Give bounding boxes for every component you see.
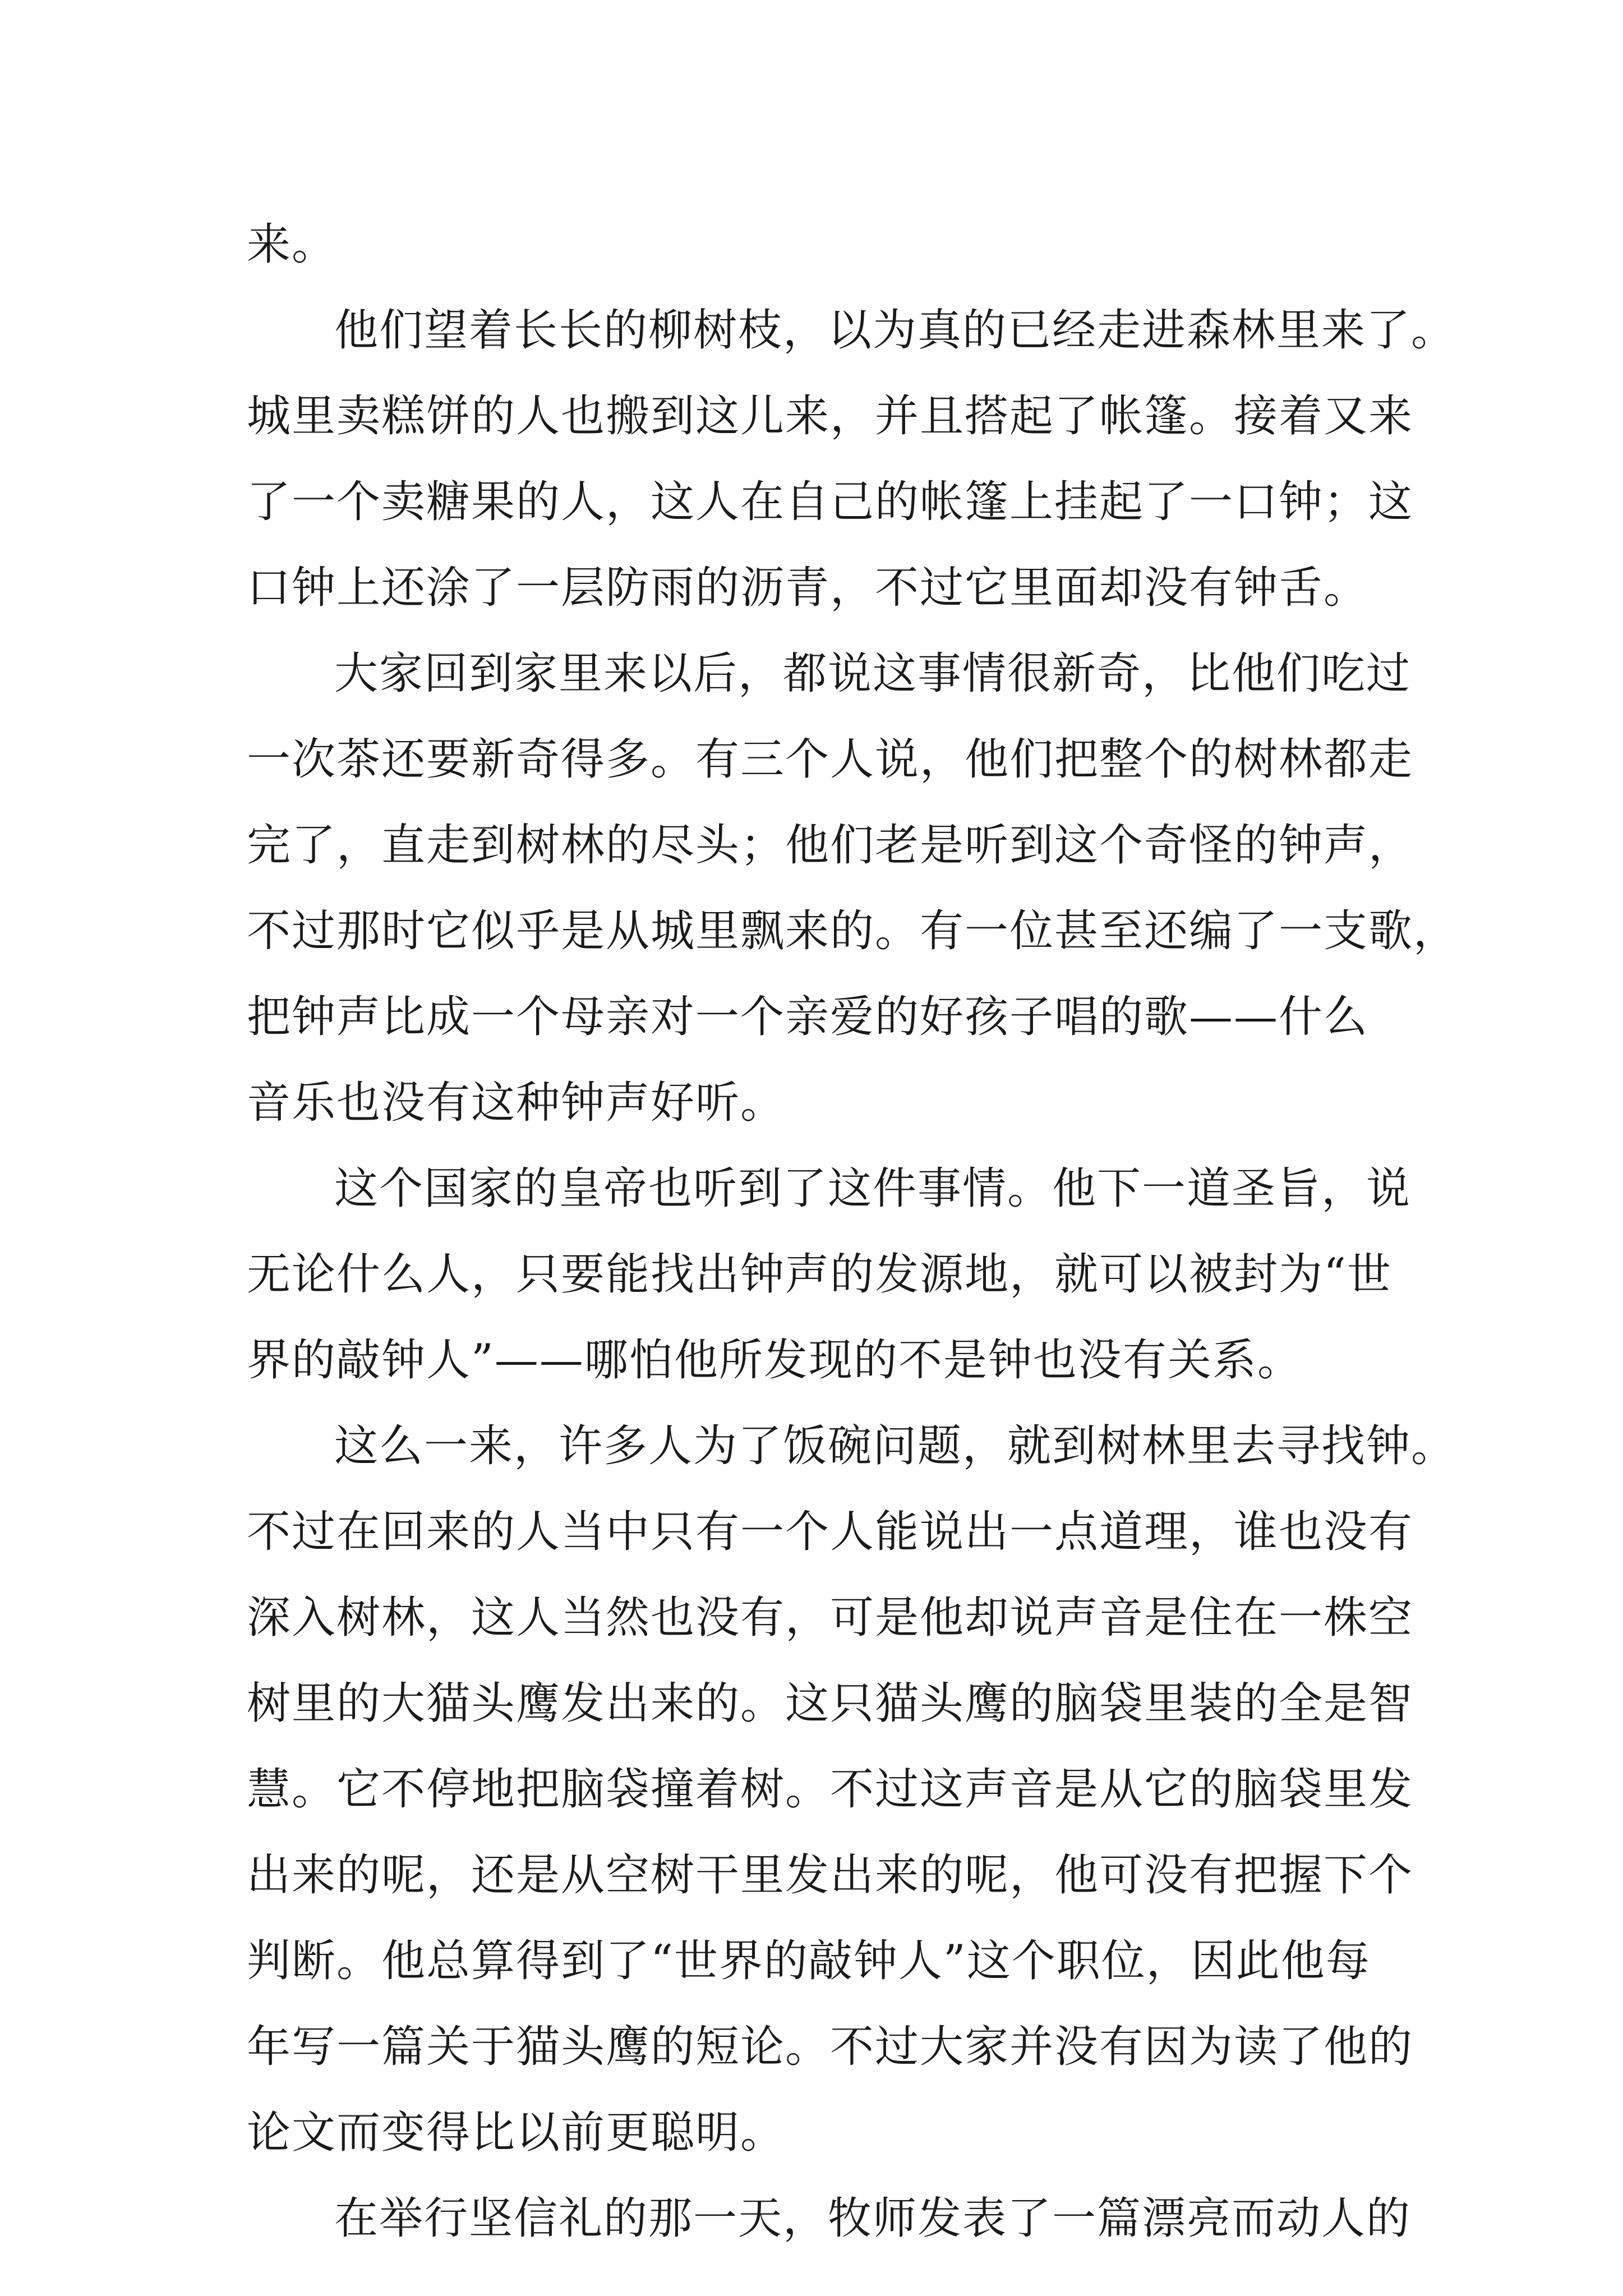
body-text xyxy=(247,202,1459,2262)
text-line: 了一个卖糖果的人，这人在自己的帐篷上挂起了一口钟；这 xyxy=(247,477,1414,527)
text-line: 来。 xyxy=(247,219,337,270)
text-line: 城里卖糕饼的人也搬到这儿来，并且搭起了帐篷。接着又来 xyxy=(247,391,1414,441)
text-line: 慧。它不停地把脑袋撞着树。不过这声音是从它的脑袋里发 xyxy=(247,1764,1414,1815)
text-line: 大家回到家里来以后，都说这事情很新奇，比他们吃过 xyxy=(334,648,1412,699)
text-line: 把钟声比成一个母亲对一个亲爱的好孩子唱的歌——什么 xyxy=(247,992,1369,1042)
text-line: 他们望着长长的柳树枝，以为真的已经走进森林里来了。 xyxy=(334,305,1456,356)
text-line: 口钟上还涂了一层防雨的沥青，不过它里面却没有钟舌。 xyxy=(247,563,1369,613)
text-line: 无论什么人，只要能找出钟声的发源地，就可以被封为“世 xyxy=(247,1249,1392,1300)
text-line: 这个国家的皇帝也听到了这件事情。他下一道圣旨，说 xyxy=(334,1163,1412,1214)
text-line: 这么一来，许多人为了饭碗问题，就到树林里去寻找钟。 xyxy=(334,1421,1456,1471)
text-line: 音乐也没有这种钟声好听。 xyxy=(247,1078,786,1128)
text-line: 界的敲钟人”——哪怕他所发现的不是钟也没有关系。 xyxy=(247,1335,1302,1386)
text-line: 论文而变得比以前更聪明。 xyxy=(247,2108,786,2158)
text-line: 判断。他总算得到了“世界的敲钟人”这个职位，因此他每 xyxy=(247,1936,1371,1986)
text-line: 完了，直走到树林的尽头；他们老是听到这个奇怪的钟声， xyxy=(247,820,1414,871)
text-line: 树里的大猫头鹰发出来的。这只猫头鹰的脑袋里装的全是智 xyxy=(247,1678,1414,1729)
text-line: 不过在回来的人当中只有一个人能说出一点道理，谁也没有 xyxy=(247,1507,1414,1557)
text-line: 一次茶还要新奇得多。有三个人说，他们把整个的树林都走 xyxy=(247,734,1414,785)
text-line: 出来的呢，还是从空树干里发出来的呢，他可没有把握下个 xyxy=(247,1850,1414,1901)
text-line: 深入树林，这人当然也没有，可是他却说声音是住在一株空 xyxy=(247,1593,1414,1643)
text-line: 年写一篇关于猫头鹰的短论。不过大家并没有因为读了他的 xyxy=(247,2022,1414,2072)
text-line: 在举行坚信礼的那一天，牧师发表了一篇漂亮而动人的 xyxy=(334,2193,1412,2244)
text-line: 不过那时它似乎是从城里飘来的。有一位甚至还编了一支歌， xyxy=(247,906,1459,956)
